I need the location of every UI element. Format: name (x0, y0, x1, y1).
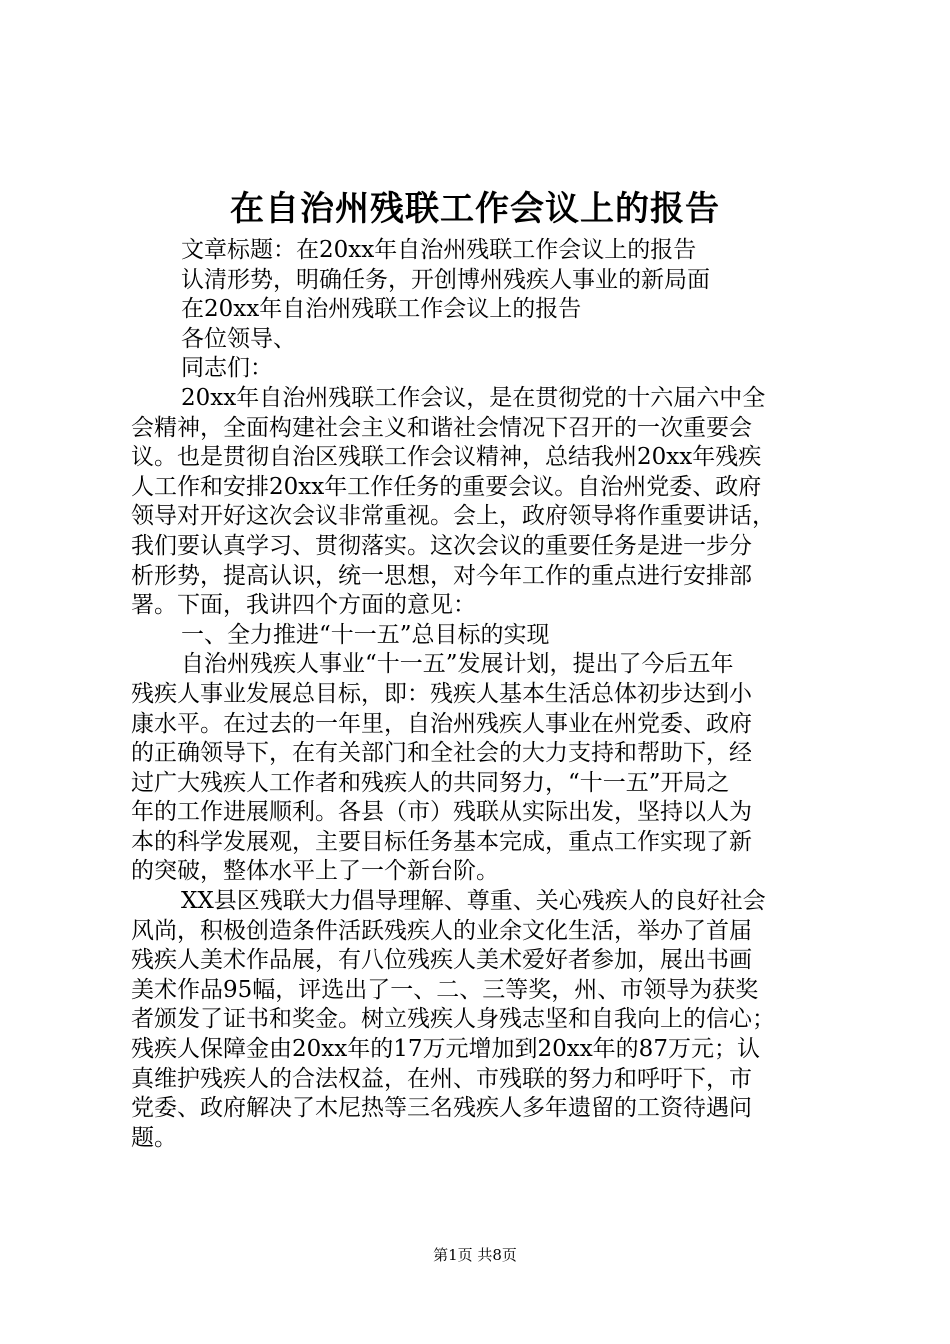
text-line: 年的工作进展顺利。各县（市）残联从实际出发，坚持以人为 (131, 799, 752, 826)
text-line: 党委、政府解决了木尼热等三名残疾人多年遗留的工资待遇问 (131, 1095, 752, 1122)
text-line: 会精神，全面构建社会主义和谐社会情况下召开的一次重要会 (131, 414, 752, 441)
text-line: 领导对开好这次会议非常重视。会上，政府领导将作重要讲话， (131, 503, 775, 530)
text-line: 认清形势，明确任务，开创博州残疾人事业的新局面 (181, 266, 710, 293)
text-line: XX县区残联大力倡导理解、尊重、关心残疾人的良好社会 (181, 888, 766, 915)
text-line: 本的科学发展观，主要目标任务基本完成，重点工作实现了新 (131, 828, 752, 855)
text-line: 风尚，积极创造条件活跃残疾人的业余文化生活，举办了首届 (131, 917, 752, 944)
text-line: 文章标题：在20xx年自治州残联工作会议上的报告 (181, 237, 697, 263)
document-body (131, 236, 829, 1153)
text-line: 康水平。在过去的一年里，自治州残疾人事业在州党委、政府 (131, 710, 752, 737)
text-line: 人工作和安排20xx年工作任务的重要会议。自治州党委、政府 (131, 473, 762, 500)
text-line: 议。也是贯彻自治区残联工作会议精神，总结我州20xx年残疾 (131, 444, 762, 471)
text-line: 一、全力推进“十一五”总目标的实现 (181, 621, 550, 648)
text-line: 析形势，提高认识，统一思想，对今年工作的重点进行安排部 (131, 562, 752, 589)
text-line: 美术作品95幅，评选出了一、二、三等奖，州、市领导为获奖 (131, 976, 759, 1003)
text-line: 自治州残疾人事业“十一五”发展计划，提出了今后五年 (181, 651, 734, 678)
document-title: 在自治州残联工作会议上的报告 (230, 189, 720, 229)
text-line: 残疾人事业发展总目标，即：残疾人基本生活总体初步达到小 (131, 680, 752, 707)
text-line: 同志们： (181, 355, 273, 382)
text-line: 的突破，整体水平上了一个新台阶。 (131, 858, 499, 885)
text-line: 署。下面，我讲四个方面的意见： (131, 592, 476, 619)
text-line: 残疾人保障金由20xx年的17万元增加到20xx年的87万元；认 (131, 1036, 760, 1063)
text-line: 过广大残疾人工作者和残疾人的共同努力，“十一五”开局之 (131, 769, 730, 796)
page-footer: 第1页 共8页 (433, 1246, 517, 1264)
text-line: 20xx年自治州残联工作会议，是在贯彻党的十六届六中全 (181, 384, 766, 411)
text-line: 我们要认真学习、贯彻落实。这次会议的重要任务是进一步分 (131, 532, 752, 559)
text-line: 在20xx年自治州残联工作会议上的报告 (181, 296, 582, 323)
text-line: 题。 (131, 1124, 177, 1151)
text-line: 者颁发了证书和奖金。树立残疾人身残志坚和自我向上的信心； (131, 1006, 775, 1033)
text-line: 的正确领导下，在有关部门和全社会的大力支持和帮助下，经 (131, 740, 752, 767)
text-line: 真维护残疾人的合法权益，在州、市残联的努力和呼吁下，市 (131, 1065, 752, 1092)
text-line: 残疾人美术作品展，有八位残疾人美术爱好者参加，展出书画 (131, 947, 752, 974)
text-line: 各位领导、 (181, 325, 296, 352)
